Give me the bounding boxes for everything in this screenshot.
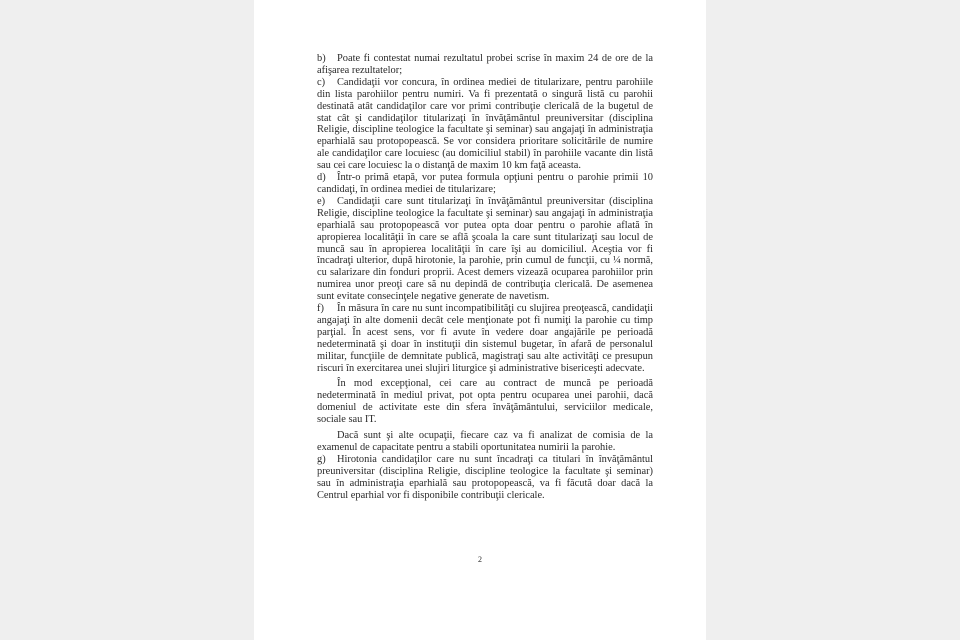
paragraph-f [317,303,653,374]
paragraph-text: Într-o primă etapă, vor putea formula opţiuni pentru o parohie primii 10 candidaţi, în ordinea mediei de titularizare; [317,172,653,195]
paragraph-text: Candidaţii care sunt titularizaţi în învăţământul preuniversitar (disciplina Religie, discipline teologice la facultate şi seminar) sau angajaţi în administraţia eparhială sau protopopească vor putea opta doar pentru o parohie aflată în apropierea localităţii în care se află şcoala la care sunt titularizaţi sau locul de muncă sau în apropierea localităţii în care îşi au domiciliul. Aceştia vor fi încadraţi ulterior, după hirotonie, la parohie, prin cumul de funcţii, cu ¼ normă, cu salarizare din fonduri proprii. Acest demers vizează ocuparea parohiilor prin numirea unor preoţi care să nu depindă de contribuţia clericală. De asemenea sunt evitate consecinţele negative generate de navetism. [317,195,653,303]
paragraph-text: Candidaţii vor concura, în ordinea mediei de titularizare, pentru parohiile din lista parohiilor pentru numiri. Va fi prezentată o singură listă cu parohii destinată atât candidaţilor care vor primi contribuţie clericală de la bugetul de stat cât şi candidaţilor titularizaţi în învăţământul preuniversitar (disciplina Religie, discipline teologice la facultate şi seminar) sau angajaţi în administraţia eparhială sau protopopească. Se vor considera prioritare solicitările de numire ale candidaţilor care locuiesc (au domiciliul stabil) în parohiile vacante din listă sau cei care locuiesc la o distanţă de maxim 10 km faţă aceasta. [317,76,653,172]
paragraph-text: Hirotonia candidaţilor care nu sunt încadraţi ca titulari în învăţământul preuniversitar (disciplina Religie, discipline teologice la facultate şi seminar) sau în administraţia eparhială sau protopopească, va fi făcută doar dacă la Centrul eparhial vor fi disponibile contribuţii clericale. [317,453,653,501]
paragraph-label: d) [317,172,326,184]
paragraph-c [317,77,653,172]
paragraph-text: În mod excepţional, cei care au contract de muncă pe perioadă nedeterminată în mediul privat, pot opta pentru ocuparea unei parohii, dacă domeniul de activitate este din sfera învăţământului, serviciilor medicale, sociale sau IT. [317,378,653,426]
paragraph-label: g) [317,453,326,465]
paragraph-label: c) [317,76,326,88]
document-body [317,53,653,502]
paragraph-b [317,53,653,77]
paragraph-exceptional [317,378,653,426]
paragraph-g [317,454,653,502]
paragraph-other-occupations [317,430,653,454]
document-page [254,0,706,640]
paragraph-d [317,172,653,196]
paragraph-label: b) [317,53,326,64]
paragraph-text: În măsura în care nu sunt incompatibilităţi cu slujirea preoţească, candidaţii angajaţi în alte domenii decât cele menţionate pot fi numiţi la parohie cu timp parţial. În acest sens, vor fi avute în vedere doar angajările pe perioadă nedeterminată şi doar în instituţii din sistemul bugetar, în afară de personalul militar, funcţiile de demnitate publică, magistraţi sau alte activităţi ce presupun riscuri în exercitarea unei slujiri liturgice şi administrative bisericeşti adecvate. [317,303,653,374]
paragraph-label: e) [317,195,326,207]
paragraph-text: Poate fi contestat numai rezultatul probei scrise în maxim 24 de ore de la afişarea rezultatelor; [317,53,653,76]
page-number: 2 [478,555,482,564]
paragraph-e [317,196,653,303]
paragraph-text: Dacă sunt şi alte ocupaţii, fiecare caz va fi analizat de comisia de la examenul de capacitate pentru a stabili oportunitatea numirii la parohie. [317,430,653,453]
paragraph-label: f) [317,303,324,315]
